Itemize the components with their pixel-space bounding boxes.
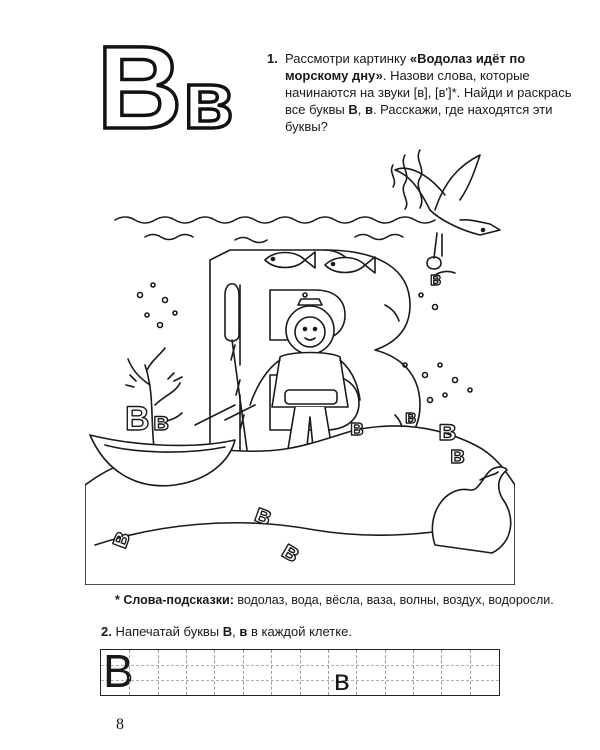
title-letter-lower: в [183,55,234,138]
floor-letter-4: в [250,497,277,532]
floor-letter-5: в [277,534,306,569]
floor-letter-6: в [350,415,364,440]
page-number: 8 [116,716,124,733]
task-1-letter-upper: В [348,102,358,117]
grid-cell[interactable] [158,650,186,695]
hint-star: * [115,593,120,607]
task-2 [101,623,352,640]
floor-letter-2: в [153,406,169,436]
grid-cell[interactable] [356,650,384,695]
floor-letter-1: В [125,400,150,438]
grid-cell[interactable] [385,650,413,695]
task-1-text-a: Рассмотри картинку [285,51,410,66]
floor-letter-3: в [102,526,137,553]
task-2-letter-lower: в [239,624,248,639]
grid-sample-upper: В [103,645,134,697]
grid-cell[interactable] [129,650,157,695]
grid-cell[interactable] [328,650,356,695]
floor-letter-7: в [438,414,457,447]
task-1-number: 1. [267,51,278,66]
task-1-text-c: . Расскажи, где находятся эти буквы? [285,102,553,134]
task-1 [267,50,585,135]
task-1-sep: , [357,102,365,117]
title-letters [95,28,255,138]
grid-cell[interactable] [413,650,441,695]
title-letter-upper: В [97,28,183,138]
hint-words [115,592,575,608]
writing-grid[interactable] [100,645,500,697]
task-2-text-b: в каждой клетке. [247,624,352,639]
task-2-sep: , [232,624,240,639]
task-2-number: 2. [101,624,112,639]
floor-letter-10: в [405,407,417,427]
diver-illustration [85,145,515,585]
floor-letter-9: в [430,269,442,289]
floor-letter-8: в [450,442,465,469]
sea-waves [115,217,435,223]
task-2-letter-upper: В [222,624,233,639]
seagull [395,155,500,275]
grid-sample-lower: в [333,664,350,697]
grid-cell[interactable] [300,650,328,695]
task-2-text-a: Напечатай буквы [111,624,223,639]
grid-cell[interactable] [214,650,242,695]
hint-label: Слова-подсказки: [123,593,234,607]
grid-cell[interactable] [441,650,469,695]
grid-cell[interactable] [271,650,299,695]
hint-words-list: водолаз, вода, вёсла, ваза, волны, воздух, водоросли. [233,593,554,607]
grid-cell[interactable] [470,650,498,695]
grid-cell[interactable] [186,650,214,695]
task-1-text-b: . Назови слова, которые начинаются на звуки [в], [в']*. Найди и раскрась все буквы [285,68,572,117]
task-1-letter-lower: в [364,102,373,117]
grid-cell[interactable] [243,650,271,695]
task-1-picture-title: «Водолаз идёт по морскому дну» [285,51,526,83]
